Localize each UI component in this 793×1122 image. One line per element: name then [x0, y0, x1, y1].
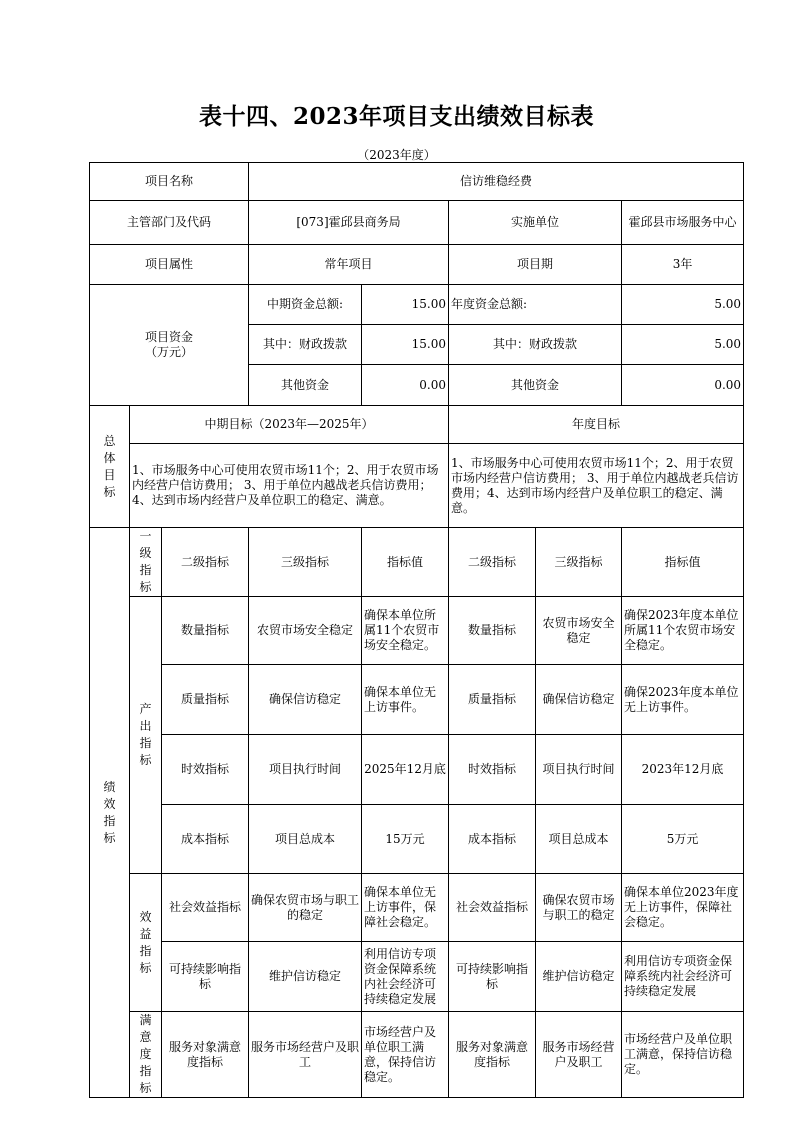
row-funds-total: [90, 285, 744, 325]
row-value-b: 市场经营户及单位职工满意，保持信访稳定。: [622, 1012, 744, 1098]
period-value: 3年: [622, 245, 744, 285]
row-value: 市场经营户及单位职工满意，保持信访稳定。: [362, 1012, 449, 1098]
benefit-label: 效益指标: [139, 909, 152, 975]
row-level2: 可持续影响指标: [162, 942, 249, 1012]
table-row: [90, 597, 744, 665]
attr-label: 项目属性: [90, 245, 249, 285]
header-level2-b: 二级指标: [449, 528, 536, 597]
project-name-value: 信访维稳经费: [249, 163, 744, 201]
row-value: 确保本单位无上访事件，保障社会稳定。: [362, 874, 449, 942]
dept-label: 主管部门及代码: [90, 201, 249, 245]
impl-unit-label: 实施单位: [449, 201, 622, 245]
row-value-b: 2023年12月底: [622, 735, 744, 805]
row-value-b: 确保本单位2023年度无上访事件，保障社会稳定。: [622, 874, 744, 942]
table-row: [90, 665, 744, 735]
table-row: [90, 805, 744, 874]
row-value: 确保本单位所属11个农贸市场安全稳定。: [362, 597, 449, 665]
impl-unit-value: 霍邱县市场服务中心: [622, 201, 744, 245]
dept-value: [073]霍邱县商务局: [249, 201, 449, 245]
header-value: 指标值: [362, 528, 449, 597]
mid-total-value: 15.00: [362, 285, 449, 325]
row-level2-b: 质量指标: [449, 665, 536, 735]
row-value-b: 确保2023年度本单位所属11个农贸市场安全稳定。: [622, 597, 744, 665]
funds-label: 项目资金: [144, 330, 193, 344]
mid-goal-header: 中期目标（2023年—2025年）: [130, 406, 449, 444]
output-label: 产出指标: [139, 702, 152, 767]
year-other-label: 其他资金: [449, 365, 622, 406]
row-goals-header: [90, 406, 744, 444]
row-level2: 成本指标: [162, 805, 249, 874]
mid-fiscal-value: 15.00: [362, 325, 449, 365]
row-level3-b: 项目执行时间: [536, 735, 622, 805]
row-level2: 社会效益指标: [162, 874, 249, 942]
row-project-name: [90, 163, 744, 201]
row-level3: 项目总成本: [249, 805, 362, 874]
row-level3: 维护信访稳定: [249, 942, 362, 1012]
project-name-label: 项目名称: [90, 163, 249, 201]
row-goals-text: [90, 444, 744, 528]
table-row: [90, 942, 744, 1012]
year-total-label: 年度资金总额:: [449, 285, 622, 325]
satisfaction-label-cell: [130, 1012, 162, 1098]
funds-label-cell: [90, 285, 249, 406]
row-value: 利用信访专项资金保障系统内社会经济可持续稳定发展: [362, 942, 449, 1012]
row-level2-b: 时效指标: [449, 735, 536, 805]
mid-goal-text: 1、市场服务中心可使用农贸市场11个；2、用于农贸市场内经营户信访费用； 3、用于单位内越战老兵信访费用；4、达到市场内经营户及单位职工的稳定、满意。: [130, 444, 449, 528]
row-level3-b: 确保信访稳定: [536, 665, 622, 735]
indicators-label: 绩效指标: [103, 779, 116, 845]
header-level2: 二级指标: [162, 528, 249, 597]
row-level2-b: 成本指标: [449, 805, 536, 874]
row-level3: 确保信访稳定: [249, 665, 362, 735]
overall-goal-label-cell: [90, 406, 130, 528]
mid-fiscal-label: 其中：财政拨款: [249, 325, 362, 365]
year-goal-header: 年度目标: [449, 406, 744, 444]
row-indicator-header: [90, 528, 744, 597]
row-level3: 农贸市场安全稳定: [249, 597, 362, 665]
attr-value: 常年项目: [249, 245, 449, 285]
row-value-b: 5万元: [622, 805, 744, 874]
page-title: 表十四、2023年项目支出绩效目标表: [198, 103, 594, 130]
row-value: 15万元: [362, 805, 449, 874]
row-attribute: [90, 245, 744, 285]
row-level2: 时效指标: [162, 735, 249, 805]
overall-goal-label: 总体目标: [103, 433, 116, 499]
row-department: [90, 201, 744, 245]
year-goal-text: 1、市场服务中心可使用农贸市场11个；2、用于农贸市场内经营户信访费用； 3、用于单位内越战老兵信访费用；4、达到市场内经营户及单位职工的稳定、满意。: [449, 444, 744, 528]
header-level3-b: 三级指标: [536, 528, 622, 597]
row-level2-b: 服务对象满意度指标: [449, 1012, 536, 1098]
row-value: 确保本单位无上访事件。: [362, 665, 449, 735]
mid-other-label: 其他资金: [249, 365, 362, 406]
header-level3: 三级指标: [249, 528, 362, 597]
year-fiscal-label: 其中：财政拨款: [449, 325, 622, 365]
header-value-b: 指标值: [622, 528, 744, 597]
indicators-label-cell: [90, 528, 130, 1098]
row-level3-b: 确保农贸市场与职工的稳定: [536, 874, 622, 942]
year-other-value: 0.00: [622, 365, 744, 406]
row-level2-b: 数量指标: [449, 597, 536, 665]
table-row: [90, 874, 744, 942]
row-value-b: 确保2023年度本单位无上访事件。: [622, 665, 744, 735]
row-level2: 数量指标: [162, 597, 249, 665]
row-level3: 服务市场经营户及职工: [249, 1012, 362, 1098]
table-row: [90, 1012, 744, 1098]
benefit-label-cell: [130, 874, 162, 1012]
row-level3-b: 农贸市场安全稳定: [536, 597, 622, 665]
row-level2: 质量指标: [162, 665, 249, 735]
funds-unit: （万元）: [144, 345, 193, 359]
row-level2-b: 可持续影响指标: [449, 942, 536, 1012]
performance-table: [89, 162, 744, 1098]
row-level3-b: 维护信访稳定: [536, 942, 622, 1012]
year-fiscal-value: 5.00: [622, 325, 744, 365]
mid-total-label: 中期资金总额:: [249, 285, 362, 325]
row-level2: 服务对象满意度指标: [162, 1012, 249, 1098]
row-value-b: 利用信访专项资金保障系统内社会经济可持续稳定发展: [622, 942, 744, 1012]
row-level3-b: 服务市场经营户及职工: [536, 1012, 622, 1098]
output-label-cell: [130, 597, 162, 874]
mid-other-value: 0.00: [362, 365, 449, 406]
row-level3-b: 项目总成本: [536, 805, 622, 874]
satisfaction-label: 满意度指标: [139, 1013, 152, 1095]
row-level2-b: 社会效益指标: [449, 874, 536, 942]
row-level3: 项目执行时间: [249, 735, 362, 805]
table-row: [90, 735, 744, 805]
row-level3: 确保农贸市场与职工的稳定: [249, 874, 362, 942]
row-value: 2025年12月底: [362, 735, 449, 805]
page-subtitle: （2023年度）: [357, 148, 436, 162]
header-level1: 一级指标: [130, 528, 162, 597]
year-total-value: 5.00: [622, 285, 744, 325]
period-label: 项目期: [449, 245, 622, 285]
